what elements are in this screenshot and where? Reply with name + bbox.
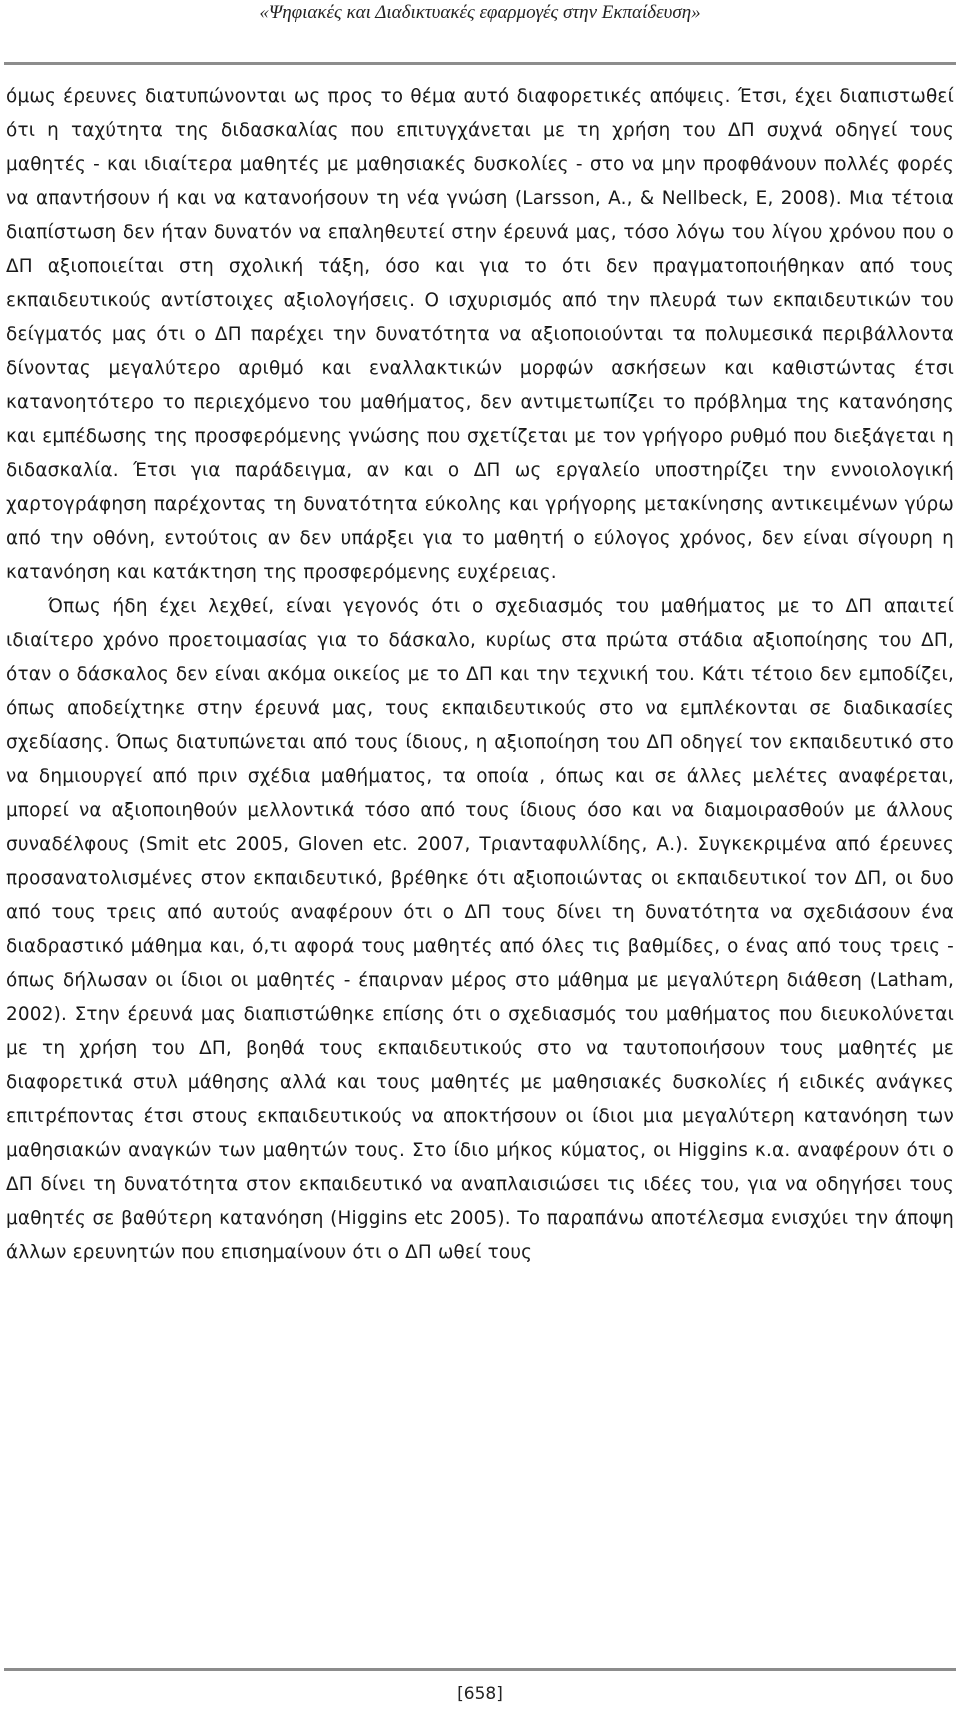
paragraph-2: Όπως ήδη έχει λεχθεί, είναι γεγονός ότι ο σχεδιασμός του μαθήματος με το ΔΠ απαιτεί ιδιαίτερο χρόνο προετοιμασίας για το δάσκαλο, κυρίως στα πρώτα στάδια αξιοποίησης του ΔΠ, όταν ο δάσκαλος δεν είναι ακόμα οικείος με το ΔΠ και την τεχνική του. Κάτι τέτοιο δεν εμποδίζει, όπως αποδείχτηκε στην έρευνά μας, τους εκπαιδευτικούς στο να εμπλέκονται σε διαδικασίες σχεδίασης. Όπως διατυπώνεται από τους ίδιους, η αξιοποίηση του ΔΠ οδηγεί τον εκπαιδευτικό στο να δημιουργεί από πριν σχέδια μαθήματος, τα οποία , όπως και σε άλλες μελέτες αναφέρεται, μπορεί να αξιοποιηθούν μελλοντικά τόσο από τους ίδιους όσο και να διαμοιρασθούν με άλλους συναδέλφους (Smit etc 2005, Gloven etc. 2007, Τριανταφυλλίδης, Α.). Συγκεκριμένα από έρευνες προσανατολισμένες στον εκπαιδευτικό, βρέθηκε ότι αξιοποιώντας οι εκπαιδευτικοί τον ΔΠ, οι δυο από τους τρεις από αυτούς αναφέρουν ότι ο ΔΠ τους δίνει τη δυνατότητα να σχεδιάσουν ένα διαδραστικό μάθημα και, ό,τι αφορά τους μαθητές από όλες τις βαθμίδες, ο ένας από τους τρεις - όπως δήλωσαν οι ίδιοι οι μαθητές - έπαιρναν μέρος στο μάθημα με μεγαλύτερη διάθεση (Latham, 2002). Στην έρευνά μας διαπιστώθηκε επίσης ότι ο σχεδιασμός του μαθήματος που διευκολύνεται με τη χρήση του ΔΠ, βοηθά τους εκπαιδευτικούς στο να ταυτοποιήσουν τους μαθητές με διαφορετικά στυλ μάθησης αλλά και τους μαθητές με μαθησιακές δυσκολίες ή ειδικές ανάγκες επιτρέποντας έτσι στους εκπαιδευτικούς να αποκτήσουν οι ίδιοι μια μεγαλύτερη κατανόηση των μαθησιακών αναγκών των μαθητών τους. Στο ίδιο μήκος κύματος, οι Higgins κ.α. αναφέρουν ότι ο ΔΠ δίνει τη δυνατότητα στον εκπαιδευτικό να αναπλαισιώσει τις ιδέες του, για να οδηγήσει τους μαθητές σε βαθύτερη κατανόηση (Higgins etc 2005). Το παραπάνω αποτέλεσμα ενισχύει την άποψη άλλων ερευνητών που επισημαίνουν ότι ο ΔΠ ωθεί τους xyxy=(6,596,954,1263)
body-text xyxy=(6,80,954,1270)
running-header: «Ψηφιακές και Διαδικτυακές εφαρμογές στην Εκπαίδευση» xyxy=(259,2,701,23)
paragraph-1: όμως έρευνες διατυπώνονται ως προς το θέμα αυτό διαφορετικές απόψεις. Έτσι, έχει διαπιστωθεί ότι η ταχύτητα της διδασκαλίας που επιτυγχάνεται με τη χρήση του ΔΠ συχνά οδηγεί τους μαθητές - και ιδιαίτερα μαθητές με μαθησιακές δυσκολίες - στο να μην προφθάνουν πολλές φορές να απαντήσουν ή και να κατανοήσουν τη νέα γνώση (Larsson, A., & Nellbeck, E, 2008). Μια τέτοια διαπίστωση δεν ήταν δυνατόν να επαληθευτεί στην έρευνά μας, τόσο λόγω του λίγου χρόνου που ο ΔΠ αξιοποιείται στη σχολική τάξη, όσο και για το ότι δεν πραγματοποιήθηκαν από τους εκπαιδευτικούς αντίστοιχες αξιολογήσεις. Ο ισχυρισμός από την πλευρά των εκπαιδευτικών του δείγματός μας ότι ο ΔΠ παρέχει την δυνατότητα να αξιοποιούνται τα πολυμεσικά περιβάλλοντα δίνοντας μεγαλύτερο αριθμό και εναλλακτικών μορφών ασκήσεων και καθιστώντας έτσι κατανοητότερο το περιεχόμενο του μαθήματος, δεν αντιμετωπίζει το πρόβλημα της κατανόησης και εμπέδωσης της προσφερόμενης γνώσης που σχετίζεται με τον γρήγορο ρυθμό που διεξάγεται η διδασκαλία. Έτσι για παράδειγμα, αν και ο ΔΠ ως εργαλείο υποστηρίζει την εννοιολογική χαρτογράφηση παρέχοντας τη δυνατότητα εύκολης και γρήγορης μετακίνησης αντικειμένων γύρω από την οθόνη, εντούτοις αν δεν υπάρξει για το μαθητή ο εύλογος χρόνος, δεν είναι σίγουρη η κατανόηση και κατάκτηση της προσφερόμενης ευχέρειας. xyxy=(6,86,954,583)
page-number: [658] xyxy=(457,1684,503,1704)
footer-divider xyxy=(4,1668,956,1671)
header-divider xyxy=(4,62,956,65)
